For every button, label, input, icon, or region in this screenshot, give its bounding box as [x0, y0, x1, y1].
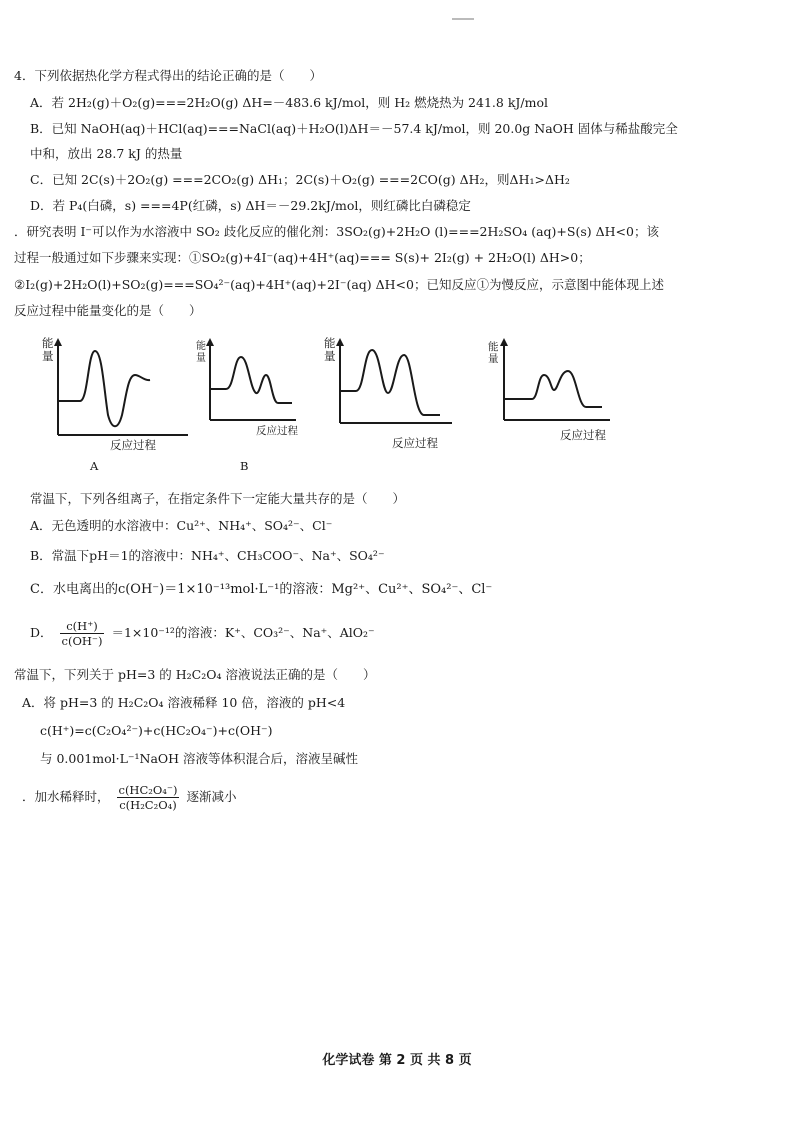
- scan-mark: [452, 18, 474, 20]
- diagram-a-xlabel: 反应过程: [110, 438, 156, 452]
- q5-line2: 过程一般通过如下步骤来实现：①SO₂(g)+4I⁻(aq)+4H⁺(aq)=== S(s)+ 2I₂(g) + 2H₂O(l) ΔH>0；: [14, 250, 591, 265]
- q7-option-b: c(H⁺)=c(C₂O₄²⁻)+c(HC₂O₄⁻)+c(OH⁻): [40, 723, 273, 738]
- diagram-c-xlabel: 反应过程: [392, 436, 438, 450]
- energy-curve-c: [322, 335, 457, 445]
- q4-option-d: D．若 P₄(白磷，s) ===4P(红磷，s) ΔH＝－29.2kJ/mol，则红磷比白磷稳定: [30, 198, 471, 213]
- q5-line3: ②I₂(g)+2H₂O(l)+SO₂(g)===SO₄²⁻(aq)+4H⁺(aq)+2I⁻(aq) ΔH<0；已知反应①为慢反应，示意图中能体现上述: [14, 277, 664, 292]
- energy-curve-d: [488, 335, 618, 430]
- page-footer: 化学试卷 第 2 页 共 8 页: [322, 1053, 472, 1068]
- diagram-d-ylabel: 能量: [488, 341, 499, 365]
- q5-line4: 反应过程中能量变化的是（ ）: [14, 303, 202, 318]
- q6-option-d-label: D．: [30, 625, 53, 640]
- q6-fraction-numerator: c(H⁺): [60, 619, 105, 634]
- q6-option-b: B．常温下pH＝1的溶液中：NH₄⁺、CH₃COO⁻、Na⁺、SO₄²⁻: [30, 548, 385, 563]
- q4-stem: 4．下列依据热化学方程式得出的结论正确的是（ ）: [14, 68, 322, 83]
- q7-fraction-numerator: c(HC₂O₄⁻): [118, 783, 178, 797]
- q4-option-b: B．已知 NaOH(aq)＋HCl(aq)===NaCl(aq)＋H₂O(l)ΔH＝－57.4 kJ/mol，则 20.0g NaOH 固体与稀盐酸完全: [30, 121, 678, 136]
- diagram-a-ylabel: 能量: [42, 336, 54, 363]
- diagram-b-ylabel: 能量: [196, 341, 206, 364]
- diagram-b-letter: B: [240, 459, 249, 473]
- q6-option-a: A．无色透明的水溶液中：Cu²⁺、NH₄⁺、SO₄²⁻、Cl⁻: [30, 518, 333, 533]
- energy-diagram-c: [322, 335, 457, 475]
- energy-curve-a: [40, 335, 190, 445]
- energy-diagram-d: [488, 335, 618, 475]
- q5-line1: ．研究表明 I⁻可以作为水溶液中 SO₂ 歧化反应的催化剂：3SO₂(g)+2H₂O (l)===2H₂SO₄ (aq)+S(s) ΔH<0；该: [14, 224, 659, 239]
- q6-stem: 常温下，下列各组离子，在指定条件下一定能大量共存的是（ ）: [30, 491, 406, 506]
- energy-curve-b: [196, 335, 316, 430]
- q7-option-a: A．将 pH=3 的 H₂C₂O₄ 溶液稀释 10 倍，溶液的 pH<4: [22, 695, 346, 710]
- q7-option-d-text: 逐渐减小: [186, 789, 237, 804]
- q7-fraction: [117, 783, 180, 812]
- energy-diagram-b: [196, 335, 316, 475]
- diagram-a-letter: A: [90, 459, 99, 473]
- energy-diagram-a: [40, 335, 190, 475]
- q7-stem: 常温下，下列关于 pH=3 的 H₂C₂O₄ 溶液说法正确的是（ ）: [14, 667, 376, 682]
- q4-option-a: A．若 2H₂(g)＋O₂(g)===2H₂O(g) ΔH=－483.6 kJ/mol，则 H₂ 燃烧热为 241.8 kJ/mol: [30, 95, 548, 110]
- q7-option-d-label: ．加水稀释时，: [22, 789, 110, 804]
- q6-option-c: C．水电离出的c(OH⁻)＝1×10⁻¹³mol·L⁻¹的溶液：Mg²⁺、Cu²⁺、SO₄²⁻、Cl⁻: [30, 582, 493, 597]
- q4-option-c: C．已知 2C(s)＋2O₂(g) ===2CO₂(g) ΔH₁；2C(s)＋O₂(g) ===2CO(g) ΔH₂，则ΔH₁>ΔH₂: [30, 172, 570, 187]
- q7-fraction-denominator: c(H₂C₂O₄): [119, 798, 177, 812]
- q6-option-d-text: ＝1×10⁻¹²的溶液：K⁺、CO₃²⁻、Na⁺、AlO₂⁻: [111, 625, 375, 640]
- diagram-d-xlabel: 反应过程: [560, 428, 606, 442]
- q4-option-b-cont: 中和，放出 28.7 kJ 的热量: [30, 146, 183, 161]
- q6-fraction-denominator: c(OH⁻): [61, 634, 103, 648]
- q7-option-c: 与 0.001mol·L⁻¹NaOH 溶液等体积混合后，溶液呈碱性: [40, 751, 359, 766]
- q7-option-d: [22, 782, 236, 812]
- q6-option-d: [30, 618, 375, 648]
- q6-fraction: [60, 619, 105, 648]
- diagram-c-ylabel: 能量: [324, 336, 336, 363]
- diagram-b-xlabel: 反应过程: [256, 425, 298, 437]
